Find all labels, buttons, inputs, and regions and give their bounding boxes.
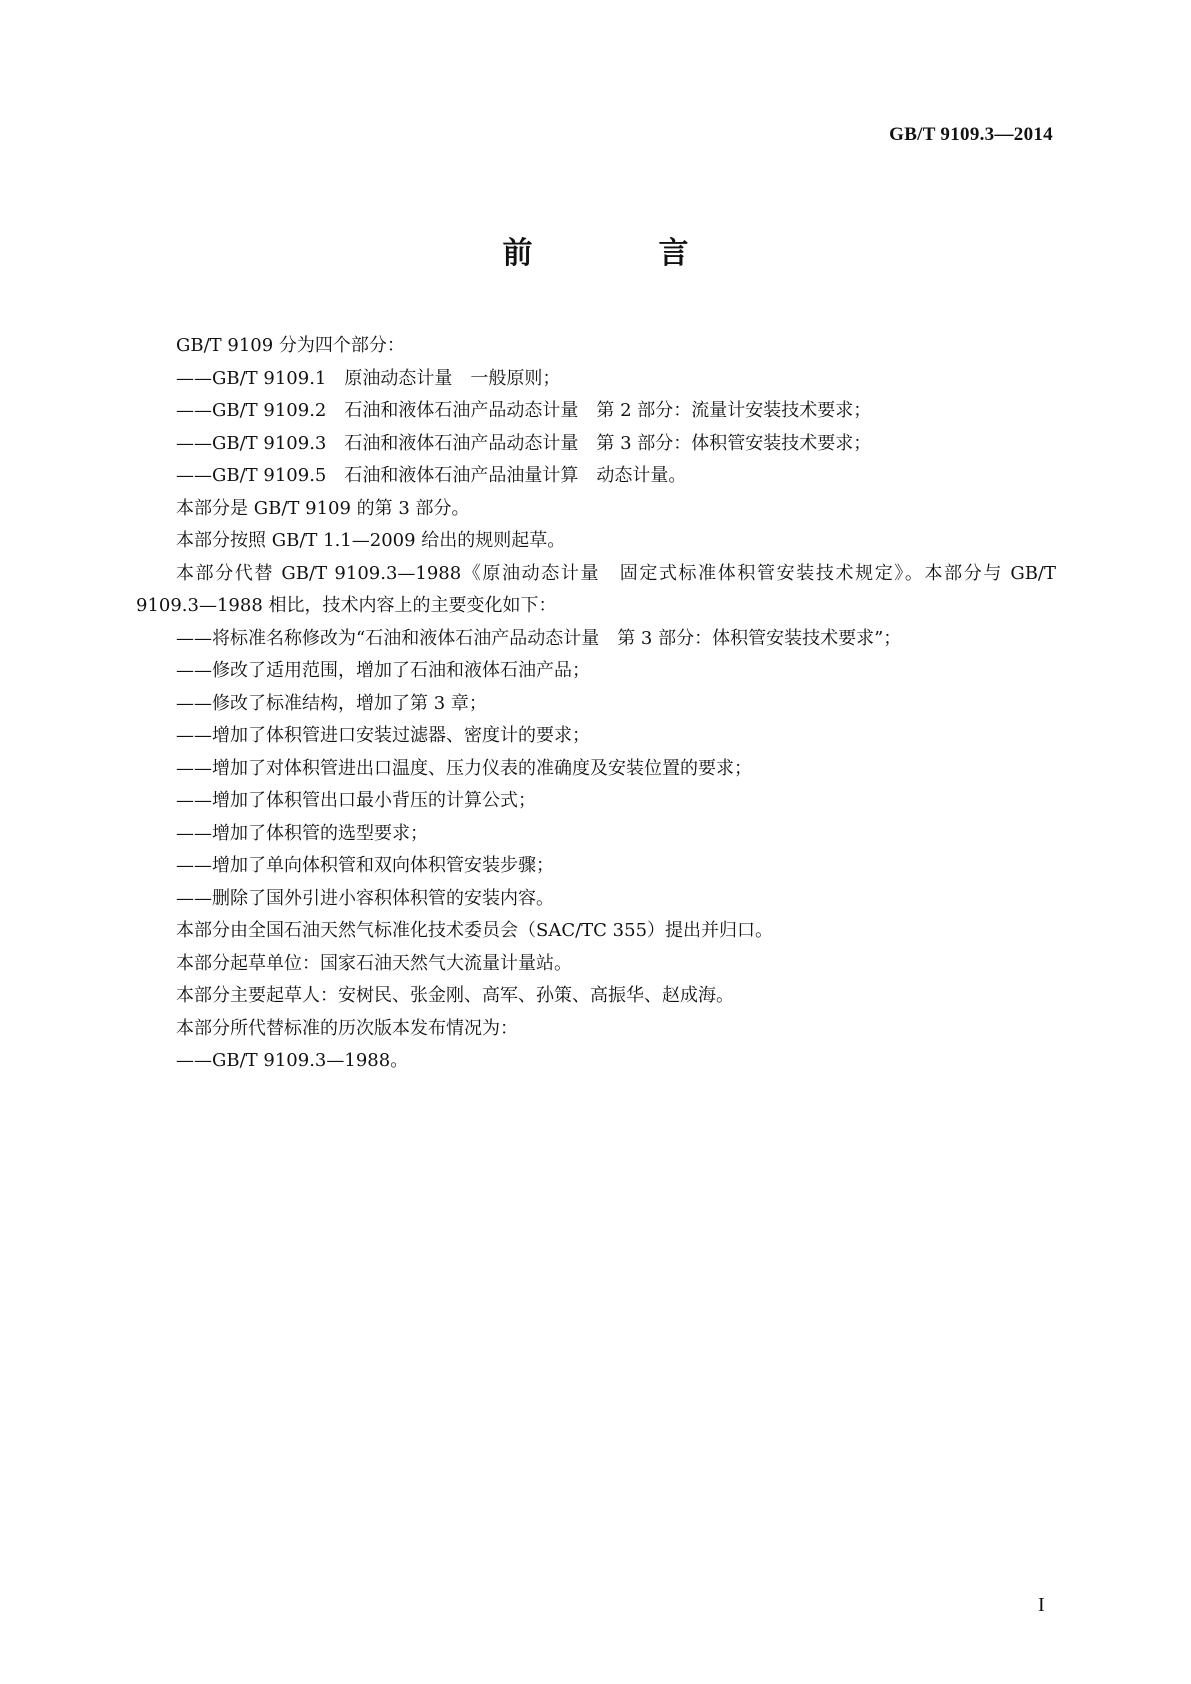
list-item: ——增加了体积管出口最小背压的计算公式； (176, 790, 536, 811)
list-item: ——增加了体积管进口安装过滤器、密度计的要求； (176, 725, 590, 746)
foreword-body (136, 330, 1056, 1078)
page-number: I (1038, 1594, 1045, 1616)
paragraph: 本部分所代替标准的历次版本发布情况为： (176, 1017, 518, 1039)
list-item: ——将标准名称修改为“石油和液体石油产品动态计量 第 3 部分：体积管安装技术要求”； (176, 627, 902, 649)
paragraph: GB/T 9109 分为四个部分： (176, 335, 405, 356)
paragraph: 本部分是 GB/T 9109 的第 3 部分。 (176, 497, 470, 519)
list-item: ——GB/T 9109.1 原油动态计量 一般原则； (176, 367, 561, 389)
list-item: ——增加了单向体积管和双向体积管安装步骤； (176, 855, 554, 876)
paragraph: 本部分起草单位：国家石油天然气大流量计量站。 (176, 952, 572, 974)
paragraph: 本部分由全国石油天然气标准化技术委员会（SAC/TC 355）提出并归口。 (176, 920, 774, 941)
standard-code-header: GB/T 9109.3—2014 (889, 124, 1053, 145)
list-item: ——GB/T 9109.5 石油和液体石油产品油量计算 动态计量。 (176, 465, 687, 486)
list-item: ——GB/T 9109.3—1988。 (176, 1050, 409, 1071)
list-item: ——修改了适用范围，增加了石油和液体石油产品； (176, 660, 590, 681)
list-item: ——删除了国外引进小容积体积管的安装内容。 (176, 887, 554, 909)
page-title: 前 言 (502, 236, 737, 271)
list-item: ——GB/T 9109.2 石油和液体石油产品动态计量 第 2 部分：流量计安装技术要求； (176, 400, 872, 421)
paragraph: 本部分按照 GB/T 1.1—2009 给出的规则起草。 (176, 530, 566, 551)
paragraph: 本部分主要起草人：安树民、张金刚、高军、孙策、高振华、赵成海。 (176, 985, 734, 1006)
list-item: ——增加了对体积管进出口温度、压力仪表的准确度及安装位置的要求； (176, 757, 752, 779)
list-item: ——GB/T 9109.3 石油和液体石油产品动态计量 第 3 部分：体积管安装技术要求； (176, 432, 872, 454)
list-item: ——增加了体积管的选型要求； (176, 822, 428, 844)
list-item: ——修改了标准结构，增加了第 3 章； (176, 692, 487, 714)
paragraph: 本部分代替 GB/T 9109.3—1988《原油动态计量 固定式标准体积管安装技术规定》。本部分与 GB/T 9109.3—1988 相比，技术内容上的主要变化如下： (136, 562, 1056, 616)
